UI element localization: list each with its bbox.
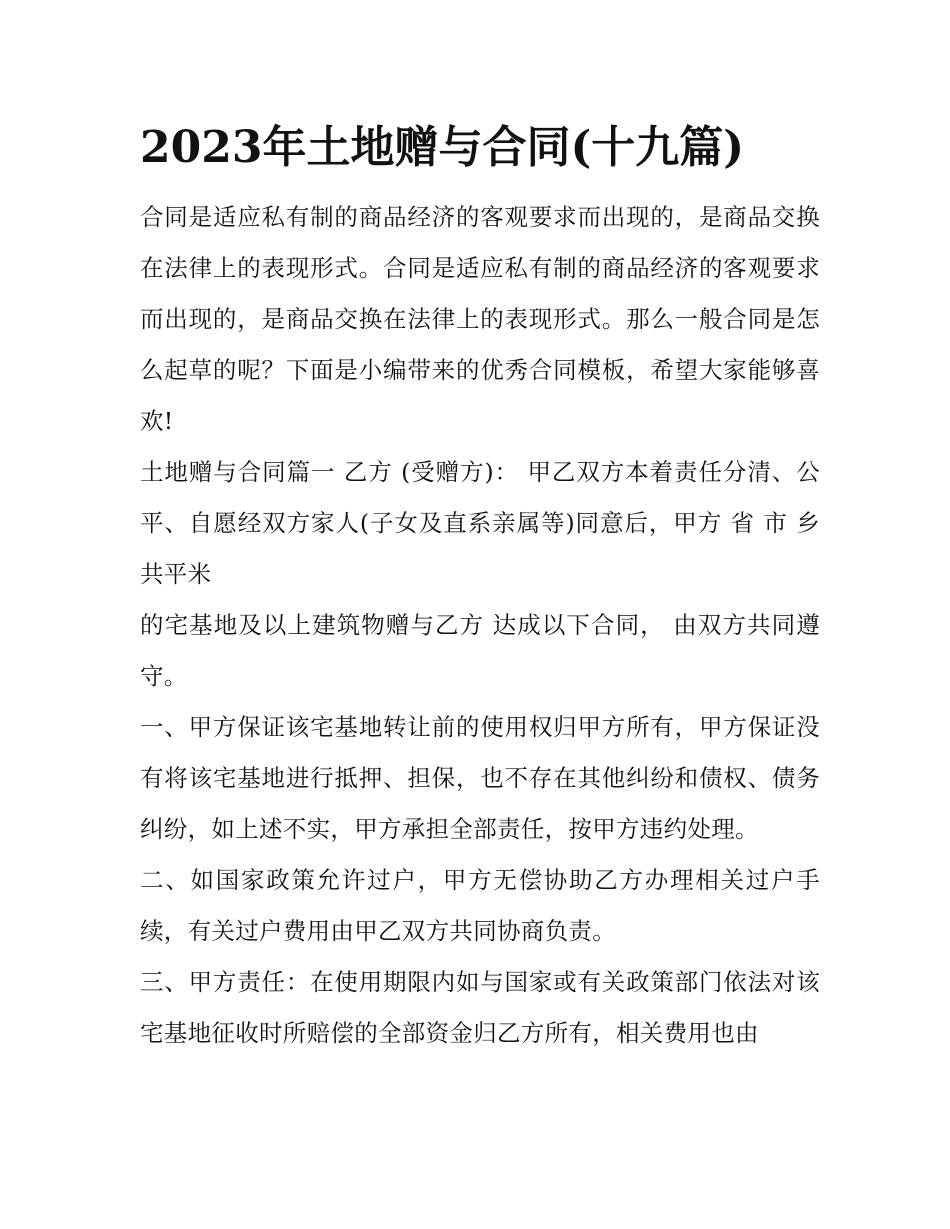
intro-paragraph: 合同是适应私有制的商品经济的客观要求而出现的，是商品交换在法律上的表现形式。合同是适应私有制的商品经济的客观要求而出现的，是商品交换在法律上的表现形式。那么一般合同是怎么起草的呢？下面是小编带来的优秀合同模板，希望大家能够喜欢!	[140, 203, 820, 435]
document-title: 2023年土地赠与合同(十九篇)	[140, 122, 745, 173]
document-page	[140, 118, 820, 1059]
clause-2-paragraph: 二、如国家政策允许过户，甲方无偿协助乙方办理相关过户手续，有关过户费用由甲乙双方共同协商负责。	[140, 866, 820, 945]
section-1-continuation-paragraph: 的宅基地及以上建筑物赠与乙方 达成以下合同， 由双方共同遵守。	[140, 611, 820, 690]
clause-1-paragraph: 一、甲方保证该宅基地转让前的使用权归甲方所有，甲方保证没有将该宅基地进行抵押、担保，也不存在其他纠纷和债权、债务纠纷，如上述不实，甲方承担全部责任，按甲方违约处理。	[140, 713, 820, 843]
section-1-opening-paragraph: 土地赠与合同篇一 乙方 (受赠方)： 甲乙双方本着责任分清、公平、自愿经双方家人(子女及直系亲属等)同意后，甲方 省 市 乡 共平米	[140, 458, 820, 588]
clause-3-paragraph: 三、甲方责任：在使用期限内如与国家或有关政策部门依法对该宅基地征收时所赔偿的全部资金归乙方所有，相关费用也由	[140, 968, 820, 1047]
